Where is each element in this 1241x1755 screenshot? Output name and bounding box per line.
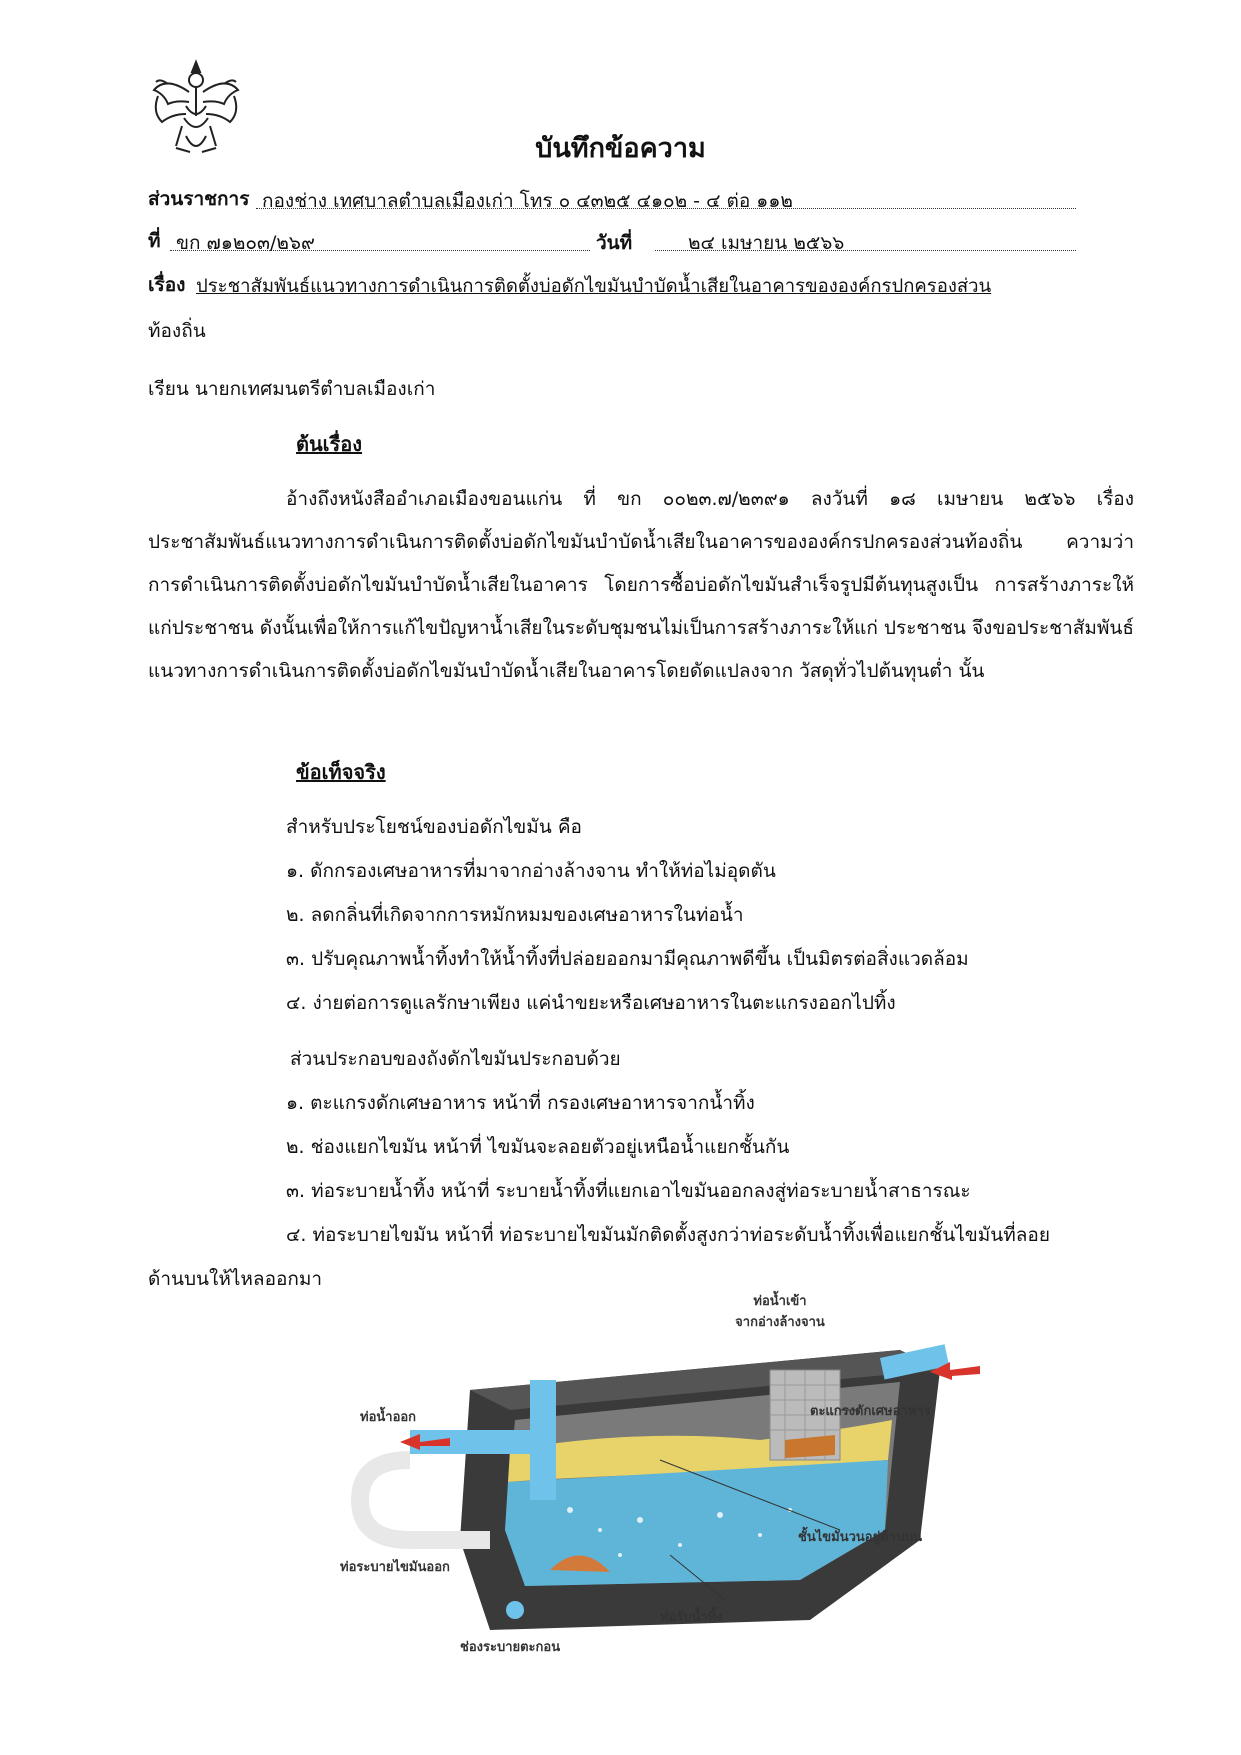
component-item: ๓. ท่อระบายน้ำทิ้ง หน้าที่ ระบายน้ำทิ้งที่แยกเอาไขมันออกลงสู่ท่อระบายน้ำสาธารณะ <box>286 1180 971 1202</box>
benefit-item: ๒. ลดกลิ่นที่เกิดจากการหมักหมมของเศษอาหารในท่อน้ำ <box>286 904 744 926</box>
label-grease-layer: ชั้นไขมันวนอยู่ด้านบน <box>798 1530 922 1545</box>
background-heading: ต้นเรื่อง <box>296 432 363 456</box>
label-sediment-drain: ช่องระบายตะกอน <box>460 1640 561 1655</box>
date-value: ๒๔ เมษายน ๒๕๖๖ <box>688 232 845 254</box>
number-value: ขก ๗๑๒๐๓/๒๖๙ <box>176 232 315 254</box>
benefit-item: ๑. ดักกรองเศษอาหารที่มาจากอ่างล้างจาน ทำให้ท่อไม่อุดตัน <box>286 860 776 882</box>
benefits-intro: สำหรับประโยชน์ของบ่อดักไขมัน คือ <box>286 816 582 838</box>
subject-value-line2: ท้องถิ่น <box>148 320 206 342</box>
label-outlet: ท่อน้ำออก <box>360 1410 417 1425</box>
component-item-continuation: ด้านบนให้ไหลออกมา <box>148 1268 323 1290</box>
agency-label: ส่วนราชการ <box>148 188 250 210</box>
label-inlet-line1: ท่อน้ำเข้า <box>753 1294 807 1309</box>
memo-title: บันทึกข้อความ <box>535 133 706 164</box>
benefit-item: ๔. ง่ายต่อการดูแลรักษาเพียง แค่นำขยะหรือเศษอาหารในตะแกรงออกไปทิ้ง <box>286 992 896 1014</box>
subject-row <box>148 272 185 298</box>
subject-label: เรื่อง <box>148 274 186 296</box>
agency-value: กองช่าง เทศบาลตำบลเมืองเก่า โทร ๐ ๔๓๒๕ ๔๑๐๒ - ๔ ต่อ ๑๑๒ <box>262 190 793 212</box>
component-item: ๑. ตะแกรงดักเศษอาหาร หน้าที่ กรองเศษอาหารจากน้ำทิ้ง <box>286 1092 755 1114</box>
subject-value-line1: ประชาสัมพันธ์แนวทางการดำเนินการติดตั้งบ่อดักไขมันบำบัดน้ำเสียในอาคารขององค์กรปกครองส่วน <box>196 276 992 297</box>
component-item: ๔. ท่อระบายไขมัน หน้าที่ ท่อระบายไขมันมักติดตั้งสูงกว่าท่อระดับน้ำทิ้งเพื่อแยกชั้นไขมันที่ลอย <box>286 1224 1050 1246</box>
component-item: ๒. ช่องแยกไขมัน หน้าที่ ไขมันจะลอยตัวอยู่เหนือน้ำแยกชั้นกัน <box>286 1136 790 1158</box>
components-intro: ส่วนประกอบของถังดักไขมันประกอบด้วย <box>290 1048 621 1070</box>
facts-heading: ข้อเท็จจริง <box>296 760 386 784</box>
sediment-port <box>506 1601 524 1619</box>
number-row <box>148 228 161 254</box>
to-line: เรียน นายกเทศมนตรีตำบลเมืองเก่า <box>148 378 436 400</box>
label-water-drain: ท่อรับน้ำทิ้ง <box>660 1610 723 1625</box>
agency-row <box>148 186 249 212</box>
label-grease-drain: ท่อระบายไขมันออก <box>340 1560 450 1575</box>
label-inlet-line2: จากอ่างล้างจาน <box>735 1315 825 1330</box>
background-paragraph: อ้างถึงหนังสืออำเภอเมืองขอนแก่น ที่ ขก ๐๐๒๓.๗/๒๓๙๑ ลงวันที่ ๑๘ เมษายน ๒๕๖๖ เรื่อง ประชาสัมพันธ์แนวทางการดำเนินการติดตั้งบ่อดักไขมันบำบัดน้ำเสียในอาคารขององค์กรปกครองส่วนท้องถิ่น ความว่า การดำเนินการติดตั้งบ่อดักไขมันบำบัดน้ำเสียในอาคาร โดยการซื้อบ่อดักไขมันสำเร็จรูปมีต้นทุนสูงเป็น การสร้างภาระให้แก่ประชาชน ดังนั้นเพื่อให้การแก้ไขปัญหาน้ำเสียในระดับชุมชนไม่เป็นการสร้างภาระให้แก่ ประชาชน จึงขอประชาสัมพันธ์แนวทางการดำเนินการติดตั้งบ่อดักไขมันบำบัดน้ำเสียในอาคารโดยดัดแปลงจาก วัสดุทั่วไปต้นทุนต่ำ นั้น <box>148 488 1134 682</box>
number-label: ที่ <box>148 230 161 252</box>
grease-trap-diagram <box>340 1294 980 1660</box>
date-label: วันที่ <box>596 232 633 254</box>
label-screen: ตะแกรงดักเศษอาหาร <box>810 1404 931 1419</box>
label-inlet <box>720 1290 840 1332</box>
benefit-item: ๓. ปรับคุณภาพน้ำทิ้งทำให้น้ำทิ้งที่ปล่อยออกมามีคุณภาพดีขึ้น เป็นมิตรต่อสิ่งแวดล้อม <box>286 948 969 970</box>
